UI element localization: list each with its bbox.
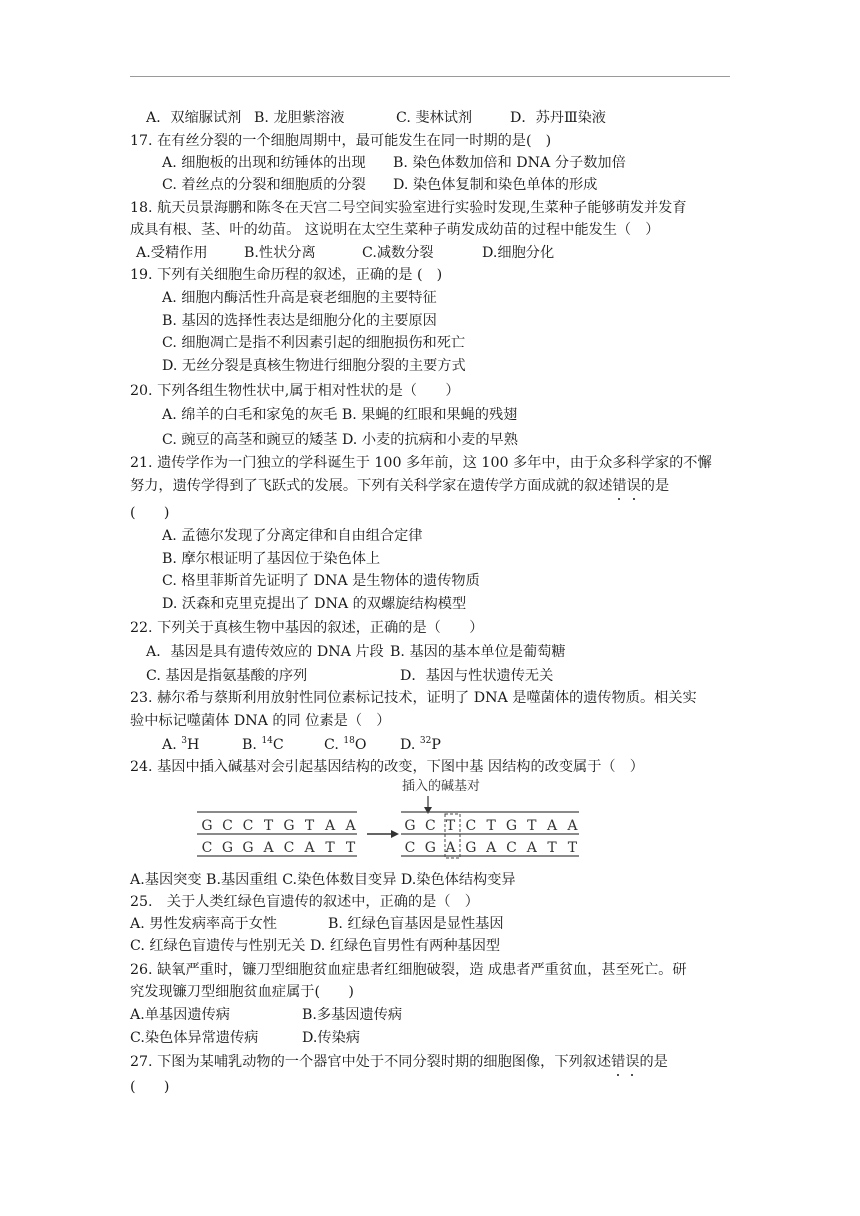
q25-option-b: B. 红绿色盲基因是显性基因: [328, 916, 504, 932]
q22-option-d: D．基因与性状遗传无关: [400, 668, 554, 684]
q18-option-b: B.性状分离: [244, 245, 316, 261]
label-pointer-arrowhead: [424, 807, 432, 814]
q25-row1: [130, 914, 504, 934]
right-bottom-base-4: A: [486, 840, 497, 856]
q16-option-a: A．双缩脲试剂: [146, 110, 242, 126]
right-bottom-base-7: T: [547, 840, 557, 856]
q17-option-b: B. 染色体数加倍和 DNA 分子数加倍: [393, 155, 626, 171]
left-bottom-base-1: G: [221, 840, 234, 856]
q27-emphasis-char-1: 错: [611, 1054, 626, 1070]
right-bottom-base-2: A: [445, 840, 456, 856]
left-bottom-bases: [202, 840, 356, 856]
q27-answer-paren: ( ): [130, 1079, 170, 1095]
left-top-base-0: G: [201, 818, 213, 834]
q18-options: [136, 243, 555, 263]
q26-option-b: B.多基因遗传病: [302, 1007, 403, 1023]
q16-option-b: B. 龙胆紫溶液: [254, 110, 345, 126]
q23-stem-1: 23. 赫尔希与蔡斯利用放射性同位素标记技术，证明了 DNA 是噬菌体的遗传物质。相关实: [130, 690, 697, 706]
q27-emphasis-char-2: 误: [625, 1054, 640, 1070]
q24-stem: 24. 基因中插入碱基对会引起基因结构的改变，下图中基 因结构的改变属于（ ）: [130, 759, 644, 775]
left-bottom-base-7: T: [345, 840, 356, 856]
q17-stem: 17. 在有丝分裂的一个细胞周期中，最可能发生在同一时期的是( ): [130, 133, 552, 149]
q21-stem-2: [130, 476, 669, 496]
q20-row2: C. 豌豆的高茎和豌豆的矮茎 D. 小麦的抗病和小麦的早熟: [162, 432, 518, 448]
q25-row2: C. 红绿色盲遗传与性别无关 D. 红绿色盲男性有两种基因型: [130, 938, 501, 954]
right-bottom-base-8: T: [567, 840, 578, 856]
q21-option-a: A. 孟德尔发现了分离定律和自由组合定律: [162, 528, 423, 544]
q23-option-c: C. $^{18}$O: [324, 736, 367, 753]
q24-options: A.基因突变 B.基因重组 C.染色体数目变异 D.染色体结构变异: [130, 872, 516, 888]
q26-option-a: A.单基因遗传病: [130, 1007, 230, 1023]
left-bottom-base-0: C: [201, 840, 213, 856]
right-top-base-6: T: [527, 818, 537, 834]
right-top-base-8: A: [567, 818, 578, 834]
q27-stem-1: [130, 1052, 668, 1072]
q23-options: [162, 735, 441, 755]
right-bottom-base-5: C: [506, 840, 517, 856]
q17-option-a: A. 细胞板的出现和纺锤体的出现: [162, 155, 366, 171]
q25-stem: 25. 关于人类红绿色盲遗传的叙述中，正确的是（ ）: [130, 894, 479, 910]
q19-stem: 19. 下列有关细胞生命历程的叙述，正确的是 ( ): [130, 267, 443, 283]
q27-stem-text: 27. 下图为某哺乳动物的一个器官中处于不同分裂时期的细胞图像，下列叙述: [130, 1054, 612, 1070]
q23-option-a: A. $^3$H: [162, 736, 200, 753]
right-top-base-5: G: [505, 818, 518, 834]
right-top-base-7: A: [547, 818, 558, 834]
right-top-base-3: C: [465, 818, 477, 834]
q21-stem-2-text: 努力，遗传学得到了飞跃式的发展。下列有关科学家在遗传学方面成就的叙述: [130, 478, 613, 494]
q19-option-a: A. 细胞内酶活性升高是衰老细胞的主要特征: [162, 290, 437, 306]
q26-row2: [130, 1028, 360, 1048]
q23-option-d: D. $^{32}$P: [400, 736, 441, 753]
left-top-base-2: C: [242, 818, 254, 834]
left-bottom-base-5: A: [304, 840, 315, 856]
left-top-base-5: T: [304, 818, 315, 834]
left-top-base-3: T: [263, 818, 274, 834]
q23-stem-2: 验中标记噬菌体 DNA 的同 位素是（ ）: [130, 713, 391, 729]
gene-insertion-diagram: [195, 776, 585, 864]
right-bottom-base-3: G: [465, 840, 477, 856]
q25-option-a: A. 男性发病率高于女性: [130, 916, 277, 932]
q17-option-c: C. 着丝点的分裂和细胞质的分裂: [162, 177, 366, 193]
q18-option-d: D.细胞分化: [482, 245, 555, 261]
q21-option-c: C. 格里菲斯首先证明了 DNA 是生物体的遗传物质: [162, 573, 480, 589]
q21-emphasis-char-2: 误: [626, 478, 641, 494]
right-bottom-base-6: A: [526, 840, 537, 856]
q22-option-a: A．基因是具有遗传效应的 DNA 片段: [146, 644, 384, 660]
q22-row1: [146, 642, 566, 662]
q17-row2: [162, 175, 598, 195]
q26-stem-1: 26. 缺氧严重时，镰刀型细胞贫血症患者红细胞破裂，造 成患者严重贫血，甚至死亡。研: [130, 962, 687, 978]
right-top-bases: [404, 818, 578, 834]
q18-stem-2: 成具有根、茎、叶的幼苗。 这说明在太空生菜种子萌发成幼苗的过程中能发生（ ）: [130, 222, 660, 238]
right-bottom-bases: [405, 840, 578, 856]
left-top-bases: [201, 818, 356, 834]
left-bottom-base-4: C: [283, 840, 295, 856]
q16-option-d: D．苏丹Ⅲ染液: [510, 110, 606, 126]
q20-stem: 20. 下列各组生物性状中,属于相对性状的是（ ）: [130, 383, 460, 399]
left-top-base-4: G: [283, 818, 295, 834]
q22-option-b: B. 基因的基本单位是葡萄糖: [390, 644, 566, 660]
q26-option-c: C.染色体异常遗传病: [130, 1030, 259, 1046]
right-top-base-2: T: [445, 818, 456, 834]
q19-option-b: B. 基因的选择性表达是细胞分化的主要原因: [162, 313, 437, 329]
left-bottom-base-2: G: [242, 840, 254, 856]
q18-option-a: A.受精作用: [136, 245, 208, 261]
left-top-base-7: A: [345, 818, 356, 834]
q21-option-b: B. 摩尔根证明了基因位于染色体上: [162, 551, 381, 567]
q26-stem-2: 究发现镰刀型细胞贫血症属于( ): [130, 984, 354, 1000]
right-top-base-1: C: [424, 818, 436, 834]
q19-option-d: D. 无丝分裂是真核生物进行细胞分裂的主要方式: [162, 358, 466, 374]
q21-option-d: D. 沃森和克里克提出了 DNA 的双螺旋结构模型: [162, 596, 467, 612]
left-bottom-base-6: T: [325, 840, 335, 856]
q22-stem: 22. 下列关于真核生物中基因的叙述，正确的是（ ）: [130, 620, 484, 636]
q22-row2: [146, 666, 554, 686]
right-top-base-0: G: [404, 818, 416, 834]
q16-option-c: C. 斐林试剂: [396, 110, 473, 126]
q17-option-d: D. 染色体复制和染色单体的形成: [393, 177, 598, 193]
q21-stem-1: 21. 遗传学作为一门独立的学科诞生于 100 多年前，这 100 多年中，由于众多科学家的不懈: [130, 455, 712, 471]
q26-row1: [130, 1005, 403, 1025]
q23-option-b: B. $^{14}$C: [242, 736, 284, 753]
right-bottom-base-0: C: [404, 840, 416, 856]
q18-option-c: C.减数分裂: [362, 245, 434, 261]
right-top-base-4: T: [486, 818, 496, 834]
conversion-arrow-head: [391, 830, 399, 838]
q21-stem-2-end: 的是: [640, 478, 670, 494]
q18-stem-1: 18. 航天员景海鹏和陈冬在天宫二号空间实验室进行实验时发现,生菜种子能够萌发并发育: [130, 200, 687, 216]
q17-row1: [162, 153, 626, 173]
q27-stem-end: 的是: [639, 1054, 668, 1070]
left-bottom-base-3: A: [263, 840, 274, 856]
q19-option-c: C. 细胞凋亡是指不利因素引起的细胞损伤和死亡: [162, 335, 466, 351]
header-rule: [130, 76, 730, 77]
q26-option-d: D.传染病: [302, 1030, 360, 1046]
q21-answer-paren: ( ): [130, 505, 170, 521]
right-bottom-base-1: G: [424, 840, 436, 856]
q22-option-c: C. 基因是指氨基酸的序列: [146, 668, 308, 684]
q20-row1: A. 绵羊的白毛和家兔的灰毛 B. 果蝇的红眼和果蝇的残翅: [162, 407, 518, 423]
q21-emphasis-char-1: 错: [612, 478, 627, 494]
left-top-base-1: C: [222, 818, 233, 834]
inserted-base-pair-label: 插入的碱基对: [402, 779, 481, 794]
q16-options: [146, 108, 606, 128]
left-top-base-6: A: [324, 818, 336, 834]
